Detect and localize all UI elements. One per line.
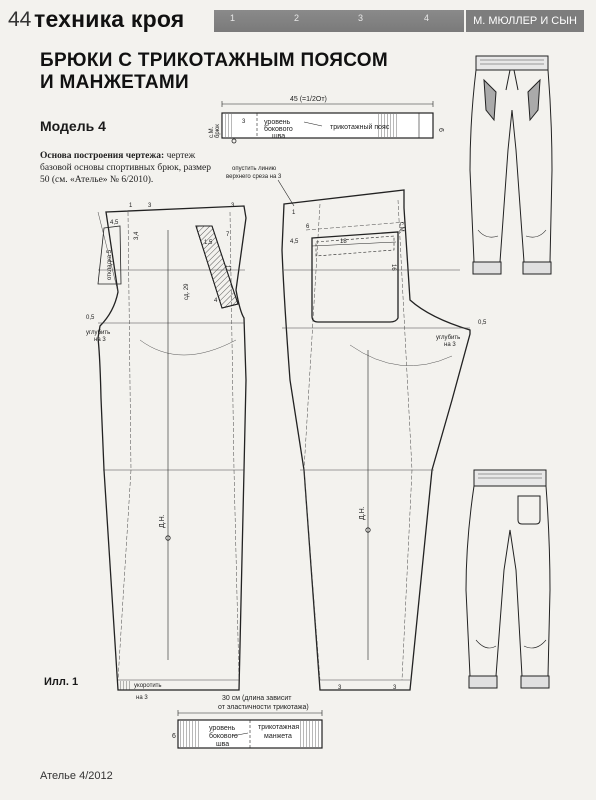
- cuff-width-label: 30 см (длина зависит: [222, 695, 292, 702]
- back-pocket-dim: 18: [340, 239, 347, 245]
- description-text: чертеж базовой основы спортивных брюк, размер 50 (см. «Ателье» № 6/2010).: [40, 151, 212, 185]
- front-pocket-dim: 1,5: [204, 240, 213, 246]
- cuff-name: манжета: [264, 733, 292, 740]
- publisher-label: М. МЮЛЛЕР И СЫН: [466, 10, 584, 32]
- back-dim: 0,5: [478, 320, 487, 326]
- sketch-front-view: [470, 56, 552, 274]
- front-pocket-welt: [196, 226, 238, 308]
- back-lower-note: верхнего среза на 3: [226, 174, 282, 180]
- back-dim: 1: [292, 210, 296, 216]
- cuff-seam-label: шва: [216, 741, 230, 748]
- waistband-seam-label: уровень: [264, 119, 291, 126]
- title-line-2: И МАНЖЕТАМИ: [40, 72, 189, 93]
- waistband-notch-icon: [232, 139, 236, 143]
- cuff-piece: [172, 695, 322, 748]
- front-pocket-dim: 4: [214, 298, 218, 304]
- front-dim: 3,4: [134, 231, 140, 240]
- cuff-height: 6: [172, 733, 176, 740]
- waistband-center-label: с.М.: [209, 126, 215, 138]
- page-number: 44: [8, 8, 32, 31]
- back-dim: 4,5: [290, 239, 299, 245]
- waistband-name: трикотажный пояс: [330, 124, 390, 131]
- front-dim: 0,5: [86, 315, 95, 321]
- back-outline: [282, 190, 470, 690]
- front-dim: 4,5: [110, 220, 119, 226]
- cuff-hatch-right: [300, 721, 321, 747]
- front-fly-label: откладка 5: [107, 249, 113, 280]
- cuff-name: трикотажная: [258, 724, 300, 731]
- front-pattern-piece: [86, 203, 246, 701]
- footer-issue: Ателье 4/2012: [40, 770, 113, 782]
- waistband-hatch-left: [222, 114, 234, 137]
- back-deepen-label: на 3: [444, 342, 456, 348]
- sketch-back-view: [466, 470, 550, 688]
- waistband-piece: [209, 96, 444, 143]
- ruler-mark: 4: [424, 13, 430, 23]
- description-lead: Основа построения чертежа:: [40, 151, 165, 161]
- front-pocket-dim: 17: [224, 265, 230, 272]
- cuff-seam-label: уровень: [209, 725, 236, 732]
- illustration-label: Илл. 1: [44, 676, 79, 688]
- front-side-label: сд. 29: [184, 283, 190, 300]
- title-line-1: БРЮКИ С ТРИКОТАЖНЫМ ПОЯСОМ: [40, 50, 388, 71]
- back-deepen-label: углубить: [436, 335, 461, 341]
- waistband-height: 6: [437, 128, 444, 132]
- waistband-seam-label: шва: [272, 133, 286, 140]
- cuff-seam-label: бокового: [209, 733, 238, 740]
- waistband-width-label: 45 (=1/2От): [290, 96, 327, 103]
- front-dim: 1: [129, 203, 133, 209]
- back-pocket-dim: 16: [390, 264, 396, 271]
- waistband-rect: [222, 113, 433, 138]
- ruler-mark: 3: [358, 13, 364, 23]
- back-side-label: с.М.: [398, 222, 404, 234]
- back-grain-label: Д.Н.: [359, 506, 366, 520]
- ruler-mark: 1: [230, 13, 236, 23]
- waistband-seam-label: бокового: [264, 126, 293, 133]
- waistband-center-label: брюк: [215, 124, 221, 138]
- back-hem-dim: 3: [338, 685, 342, 691]
- back-lower-note: опустить линию: [232, 166, 277, 172]
- waistband-small-dim: 3: [242, 119, 246, 125]
- front-hem-hatch: [118, 681, 130, 690]
- model-label: Модель 4: [40, 118, 106, 134]
- cuff-hatch-left: [179, 721, 201, 747]
- front-dim: 3: [231, 203, 235, 209]
- front-deepen-label: на 3: [94, 337, 106, 343]
- back-hem-dim: 3: [393, 685, 397, 691]
- front-grain-label: Д.Н.: [159, 514, 166, 528]
- back-pattern-piece: [226, 166, 487, 691]
- back-note-pointer: [278, 180, 294, 206]
- front-deepen-label: углубить: [86, 330, 111, 336]
- back-dim: 6: [306, 224, 310, 230]
- ruler-mark: 2: [294, 13, 300, 23]
- cuff-width-label: от эластичности трикотажа): [218, 704, 309, 711]
- front-hem-label: укоротить: [134, 683, 162, 689]
- section-title: техника кроя: [34, 6, 185, 32]
- front-dim: 3: [148, 203, 152, 209]
- front-pocket-dim: 7: [226, 232, 230, 238]
- front-hem-label: на 3: [136, 695, 148, 701]
